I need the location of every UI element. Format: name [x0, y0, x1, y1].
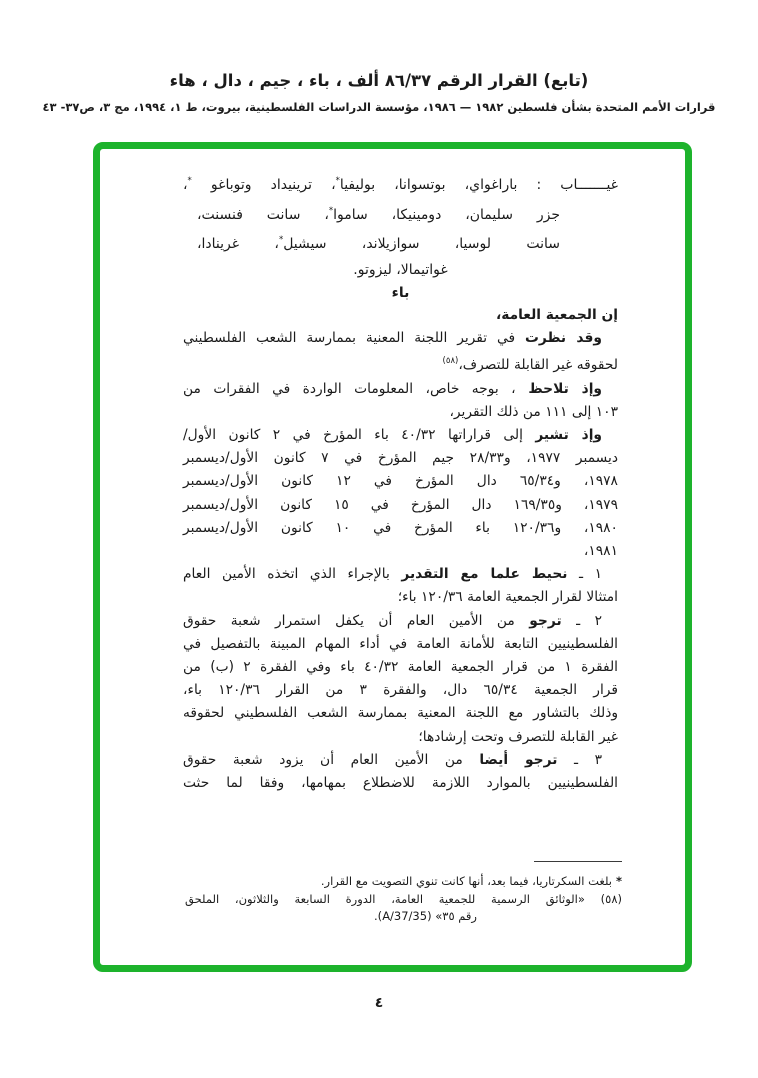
- page-title: (تابع) القرار الرقم ٨٦/٣٧ ألف ، باء ، جيم ، دال ، هاء: [169, 71, 589, 90]
- text-segment: ، ترينيداد وتوباغو: [191, 177, 336, 193]
- text-segment: ١ ـ: [567, 566, 602, 583]
- text-line: [183, 517, 618, 540]
- text-segment: بلغت السكرتاريا، فيما بعد، أنها كانت تنوي التصويت مع القرار.: [320, 874, 612, 888]
- text-line: [185, 891, 622, 909]
- document-body: [183, 169, 618, 795]
- text-segment: ، غرينادا،: [197, 236, 279, 252]
- text-segment: ١٩٧٨، و٦٥/٣٤ دال المؤرخ في ١٢ كانون الأول/ديسمبر: [183, 473, 618, 490]
- text-segment: إلى قراراتها ٤٠/٣٢ باء المؤرخ في ٢ كانون الأول/: [183, 427, 536, 444]
- text-segment: جزر سليمان، دومينيكا، ساموا: [333, 206, 560, 223]
- text-line: [197, 199, 560, 229]
- text-line: [183, 656, 618, 679]
- text-segment: ، بوجه خاص، المعلومات الواردة في الفقرات من: [183, 380, 516, 397]
- footnote-lines: [185, 873, 622, 926]
- text-segment: ٢ ـ: [561, 612, 602, 629]
- text-line: [183, 169, 618, 199]
- text-segment: ١٩٨١،: [583, 543, 618, 560]
- text-line: [183, 772, 618, 795]
- text-line: [183, 378, 618, 401]
- text-segment: الفقرة ١ من قرار الجمعية العامة ٤٠/٣٢ باء وفي الفقرة ٢ (ب) من: [183, 659, 618, 676]
- footnote-marker: *: [187, 176, 192, 186]
- text-segment: وقد نظرت: [525, 330, 603, 347]
- footnote-block: [185, 861, 622, 926]
- text-line: [183, 447, 618, 470]
- footnote-marker: *: [335, 176, 340, 186]
- text-segment: ترجو أيضا: [479, 751, 558, 768]
- text-segment: ١٩٨٠، و١٢٠/٣٦ باء المؤرخ في ١٠ كانون الأول/ديسمبر: [183, 519, 618, 536]
- text-line: [183, 610, 618, 633]
- text-segment: وإذ تشير: [535, 427, 602, 444]
- text-segment: الفلسطينيين التابعة للأمانة العامة في أداء المهام المبينة بالتفصيل في: [183, 635, 618, 652]
- text-segment: نحيط علما مع التقدير: [401, 566, 568, 583]
- text-segment: لحقوقه غير القابلة للتصرف،: [458, 357, 618, 374]
- text-segment: الفلسطينيين بالموارد اللازمة للاضطلاع بمهامها، وفقا لما حثت: [183, 775, 618, 792]
- text-segment: وذلك بالتشاور مع اللجنة المعنية بممارسة الشعب الفلسطيني لحقوقه: [183, 705, 618, 722]
- text-line: [183, 494, 618, 517]
- text-segment: من الأمين العام أن يكفل استمرار شعبة حقوق: [183, 612, 530, 629]
- footnote-marker: *: [278, 235, 284, 245]
- text-segment: وإذ تلاحظ: [515, 380, 602, 397]
- text-line: [183, 586, 618, 609]
- text-segment: قرار الجمعية ٦٥/٣٤ دال، والفقرة ٣ من القرار ١٢٠/٣٦ باء،: [183, 682, 618, 699]
- text-segment: ديسمبر ١٩٧٧، و٢٨/٣٣ جيم المؤرخ في ٧ كانون الأول/ديسمبر: [183, 450, 618, 467]
- text-segment: ٣ ـ: [557, 751, 602, 768]
- text-segment: (٥٨) «الوثائق الرسمية للجمعية العامة، الدورة السابعة والثلاثون، الملحق: [185, 891, 622, 906]
- text-line: [183, 327, 618, 350]
- absent-paragraph: [183, 169, 618, 283]
- text-line: [183, 702, 618, 725]
- text-line: [183, 679, 618, 702]
- text-segment: من الأمين العام أن يزود شعبة حقوق: [183, 751, 480, 768]
- text-segment: غيـــــــاب : باراغواي، بوتسوانا، بوليفيا: [339, 177, 618, 193]
- text-line: [185, 873, 622, 891]
- text-line: [183, 726, 618, 749]
- text-segment: ترجو: [529, 612, 562, 629]
- page-number: ٤: [374, 995, 384, 1011]
- text-segment: ١٠٣ إلى ١١١ من ذلك التقرير،: [449, 403, 618, 420]
- text-segment: *: [611, 874, 622, 888]
- text-line: [183, 304, 618, 327]
- text-segment: إن الجمعية العامة،: [495, 307, 618, 323]
- text-line: [183, 350, 618, 377]
- text-segment: سانت لوسيا، سوازيلاند، سيشيل: [283, 236, 560, 252]
- text-line: [183, 258, 618, 284]
- text-line: [183, 633, 618, 656]
- text-segment: ١٩٧٩، و١٦٩/٣٥ دال المؤرخ في ١٥ كانون الأول/ديسمبر: [183, 496, 618, 513]
- text-line: [183, 424, 618, 447]
- text-line: [183, 540, 618, 563]
- text-segment: ،: [183, 177, 188, 193]
- text-line: [183, 563, 618, 586]
- resolution-text: [183, 304, 618, 795]
- text-segment: غير القابلة للتصرف وتحت إرشادها؛: [418, 728, 618, 745]
- footnote-divider: [534, 861, 622, 862]
- text-segment: امتثالا لقرار الجمعية العامة ١٢٠/٣٦ باء؛: [397, 589, 618, 606]
- text-line: [197, 228, 560, 258]
- page-frame: [93, 142, 692, 972]
- text-segment: في تقرير اللجنة المعنية بممارسة الشعب الفلسطيني: [183, 330, 526, 347]
- text-segment: رقم ٣٥» (A/37/35).: [374, 909, 477, 923]
- footnote-marker: (٥٨): [442, 356, 459, 367]
- text-line: [183, 749, 618, 772]
- page-header: [0, 70, 758, 114]
- text-line: [183, 470, 618, 493]
- section-label: باء: [391, 285, 410, 301]
- text-segment: ، سانت فنسنت،: [197, 206, 329, 223]
- footnote-marker: *: [328, 205, 334, 216]
- text-line: [183, 401, 618, 424]
- page-subtitle: قرارات الأمم المتحدة بشأن فلسطين ١٩٨٢ — ١٩٨٦، مؤسسة الدراسات الفلسطينية، بيروت، ط ١، ١٩٩٤، مج ٣، ص٣٧- ٤٣: [42, 100, 716, 115]
- text-segment: بالإجراء الذي اتخذه الأمين العام: [183, 566, 402, 583]
- text-segment: غواتيمالا، ليزوتو.: [353, 261, 448, 278]
- text-line: [185, 908, 477, 926]
